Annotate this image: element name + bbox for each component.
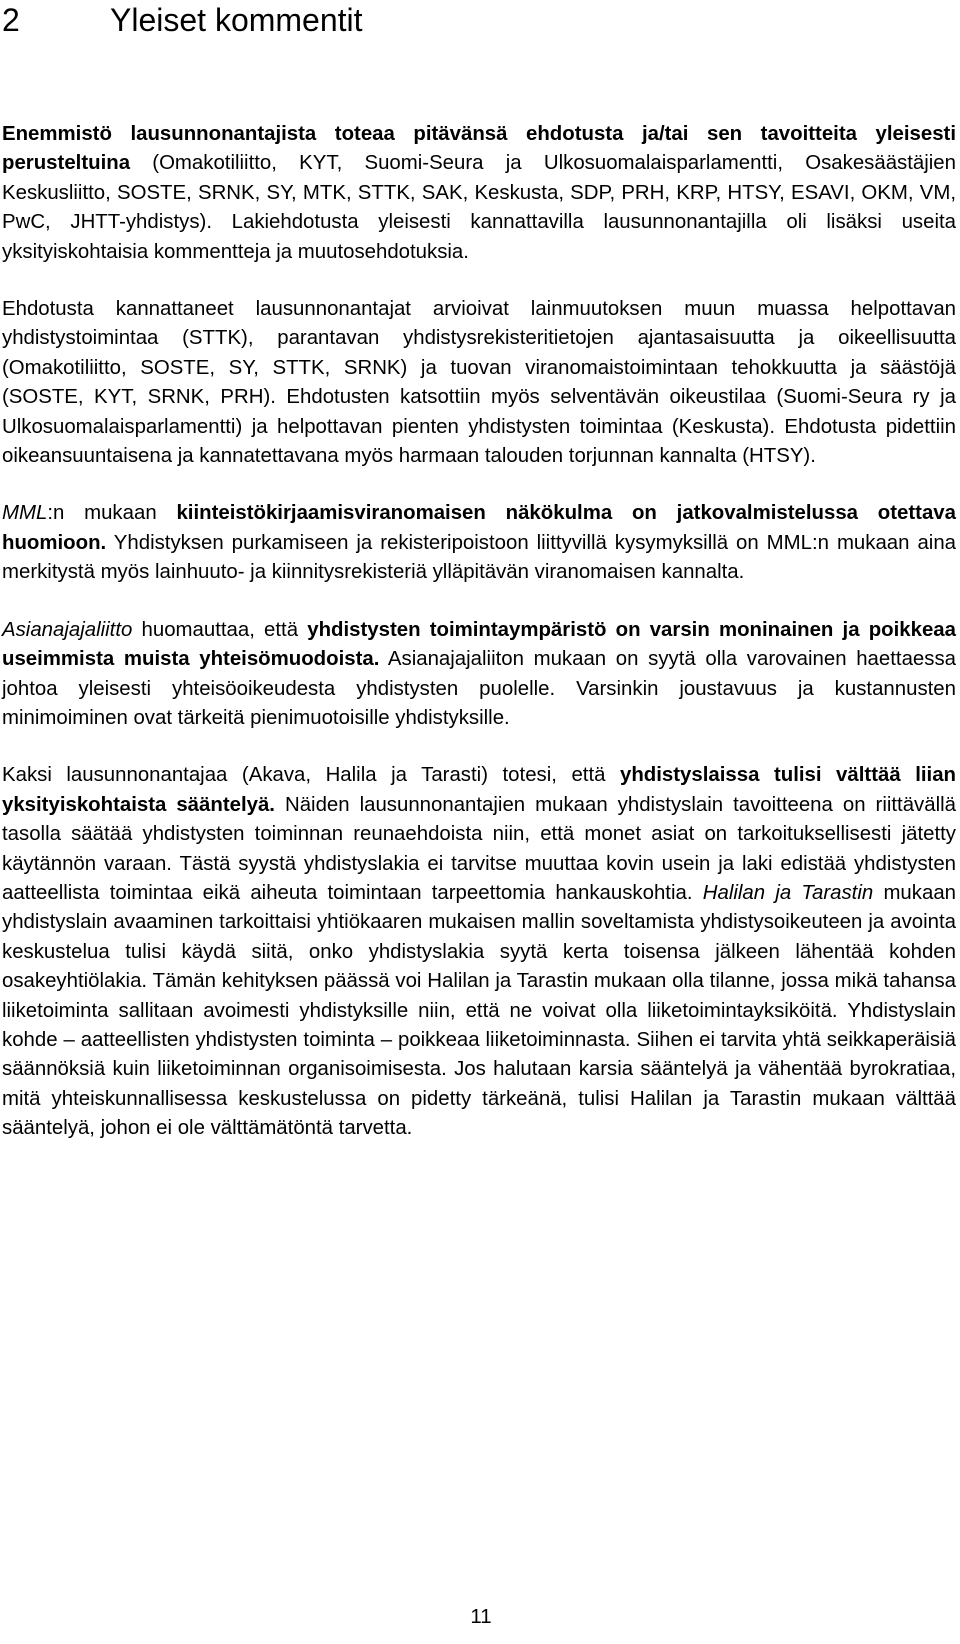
text-run: mukaan yhdistyslain avaaminen tarkoittaisi yhtiökaaren mukaisen mallin soveltamista yhdistysoikeuteen ja avointa keskustelua tulisi käydä siitä, onko yhdistyslakia syytä kerta toisensa jälkeen lähentää kohden osakeyhtiölakia. Tämän kehityksen päässä voi Halilan ja Tarastin mukaan olla tilanne, jossa mikä tahansa liiketoiminta sallitaan avoimesti yhdistyksille niin, että ne voivat olla liiketoimintayksiköitä. Yhdistyslain kohde – aatteellisten yhdistysten toiminta – poikkeaa liiketoiminnasta. Siihen ei tarvita yhtä seikkaperäisiä säännöksiä kuin liiketoiminnan organisoimisesta. Jos halutaan karsia sääntelyä ja vähentää byrokratiaa, mitä yhteiskunnallisessa keskustelussa on pidetty tärkeänä, tulisi Halilan ja Tarastin mukaan välttää sääntelyä, johon ei ole välttämätöntä tarvetta.: [2, 881, 956, 1140]
page-number-text: 11: [470, 1606, 492, 1628]
section-heading: [0, 0, 363, 40]
section-title: Yleiset kommentit: [110, 2, 363, 38]
text-run: yhdistysten toimintaympäristö on varsin moninainen ja poikkeaa useimmista muista yhteisömuodoista.: [2, 618, 956, 671]
text-run: Yhdistyksen purkamiseen ja rekisteripoistoon liittyvillä kysymyksillä on MML:n mukaan aina merkitystä myös lainhuuto- ja kiinnitysrekisteriä ylläpitävän viranomaisen kannalta.: [2, 531, 956, 584]
paragraph-asianajajaliitto: [2, 616, 956, 734]
text-run: Asianajajaliiton mukaan on syytä olla varovainen haettaessa johtoa yleisesti yhteisöoikeudesta yhdistysten puolelle. Varsinkin joustavuus ja kustannusten minimoiminen ovat tärkeitä pienimuotoisille yhdistyksille.: [2, 648, 956, 729]
text-run: Halilan ja Tarastin: [702, 881, 874, 904]
page-number: [0, 1603, 960, 1632]
paragraph-mml: [2, 499, 956, 587]
text-run: (Omakotiliitto, KYT, Suomi-Seura ja Ulkosuomalaisparlamentti, Osakesäästäjien Keskusliitto, SOSTE, SRNK, SY, MTK, STTK, SAK, Keskusta, SDP, PRH, KRP, HTSY, ESAVI, OKM, VM, PwC, JHTT-yhdistys). Lakiehdotusta yleisesti kannattavilla lausunnonantajilla oli lisäksi useita yksityiskohtaisia kommentteja ja muutosehdotuksia.: [2, 152, 956, 263]
text-run: Näiden lausunnonantajien mukaan yhdistyslain tavoitteena on riittävällä tasolla säätää yhdistysten toiminnan reunaehdoista niin, että monet asiat on tarkoituksellisesti jätetty käytännön varaan. Tästä syystä yhdistyslakia ei tarvitse muuttaa kovin usein ja laki edistää yhdistysten aatteellista toimintaa eikä aiheuta toimintaan tarpeettomia hankauskohtia.: [2, 793, 956, 904]
document-body: [2, 120, 956, 1172]
text-run: kiinteistökirjaamisviranomaisen näkökulma on jatkovalmistelussa otettava huomioon.: [2, 502, 956, 554]
paragraph-regulation-detail: [2, 761, 956, 1143]
text-run: Ehdotusta kannattaneet lausunnonantajat arvioivat lainmuutoksen muun muassa helpottavan yhdistystoimintaa (STTK), parantavan yhdistysrekisteritietojen ajantasaisuutta ja oikeellisuutta (Omakotiliitto, SOSTE, SY, STTK, SRNK) ja tuovan viranomaistoimintaan tehokkuutta ja säästöjä (SOSTE, KYT, SRNK, PRH). Ehdotusten katsottiin myös selventävän oikeustilaa (Suomi-Seura ry ja Ulkosuomalaisparlamentti) ja helpottavan pienten yhdistysten toimintaa (Keskusta). Ehdotusta pidettiin oikeansuuntaisena ja kannatettavana myös harmaan talouden torjunnan kannalta (HTSY).: [2, 298, 956, 468]
text-run: Kaksi lausunnonantajaa (Akava, Halila ja Tarasti) totesi, että: [2, 764, 620, 787]
text-run: huomauttaa, että: [132, 618, 308, 641]
paragraph-majority-support: [2, 120, 956, 267]
text-run: :n mukaan: [47, 502, 177, 525]
section-number: 2: [2, 2, 20, 38]
text-run: Asianajajaliitto: [2, 618, 133, 641]
paragraph-supporters-assessment: [2, 295, 956, 471]
text-run: yhdistyslaissa tulisi välttää liian yksityiskohtaista sääntelyä.: [2, 764, 956, 816]
text-run: MML: [2, 502, 48, 525]
text-run: Enemmistö lausunnonantajista toteaa pitävänsä ehdotusta ja/tai sen tavoitteita yleisesti perusteltuina: [2, 123, 956, 175]
